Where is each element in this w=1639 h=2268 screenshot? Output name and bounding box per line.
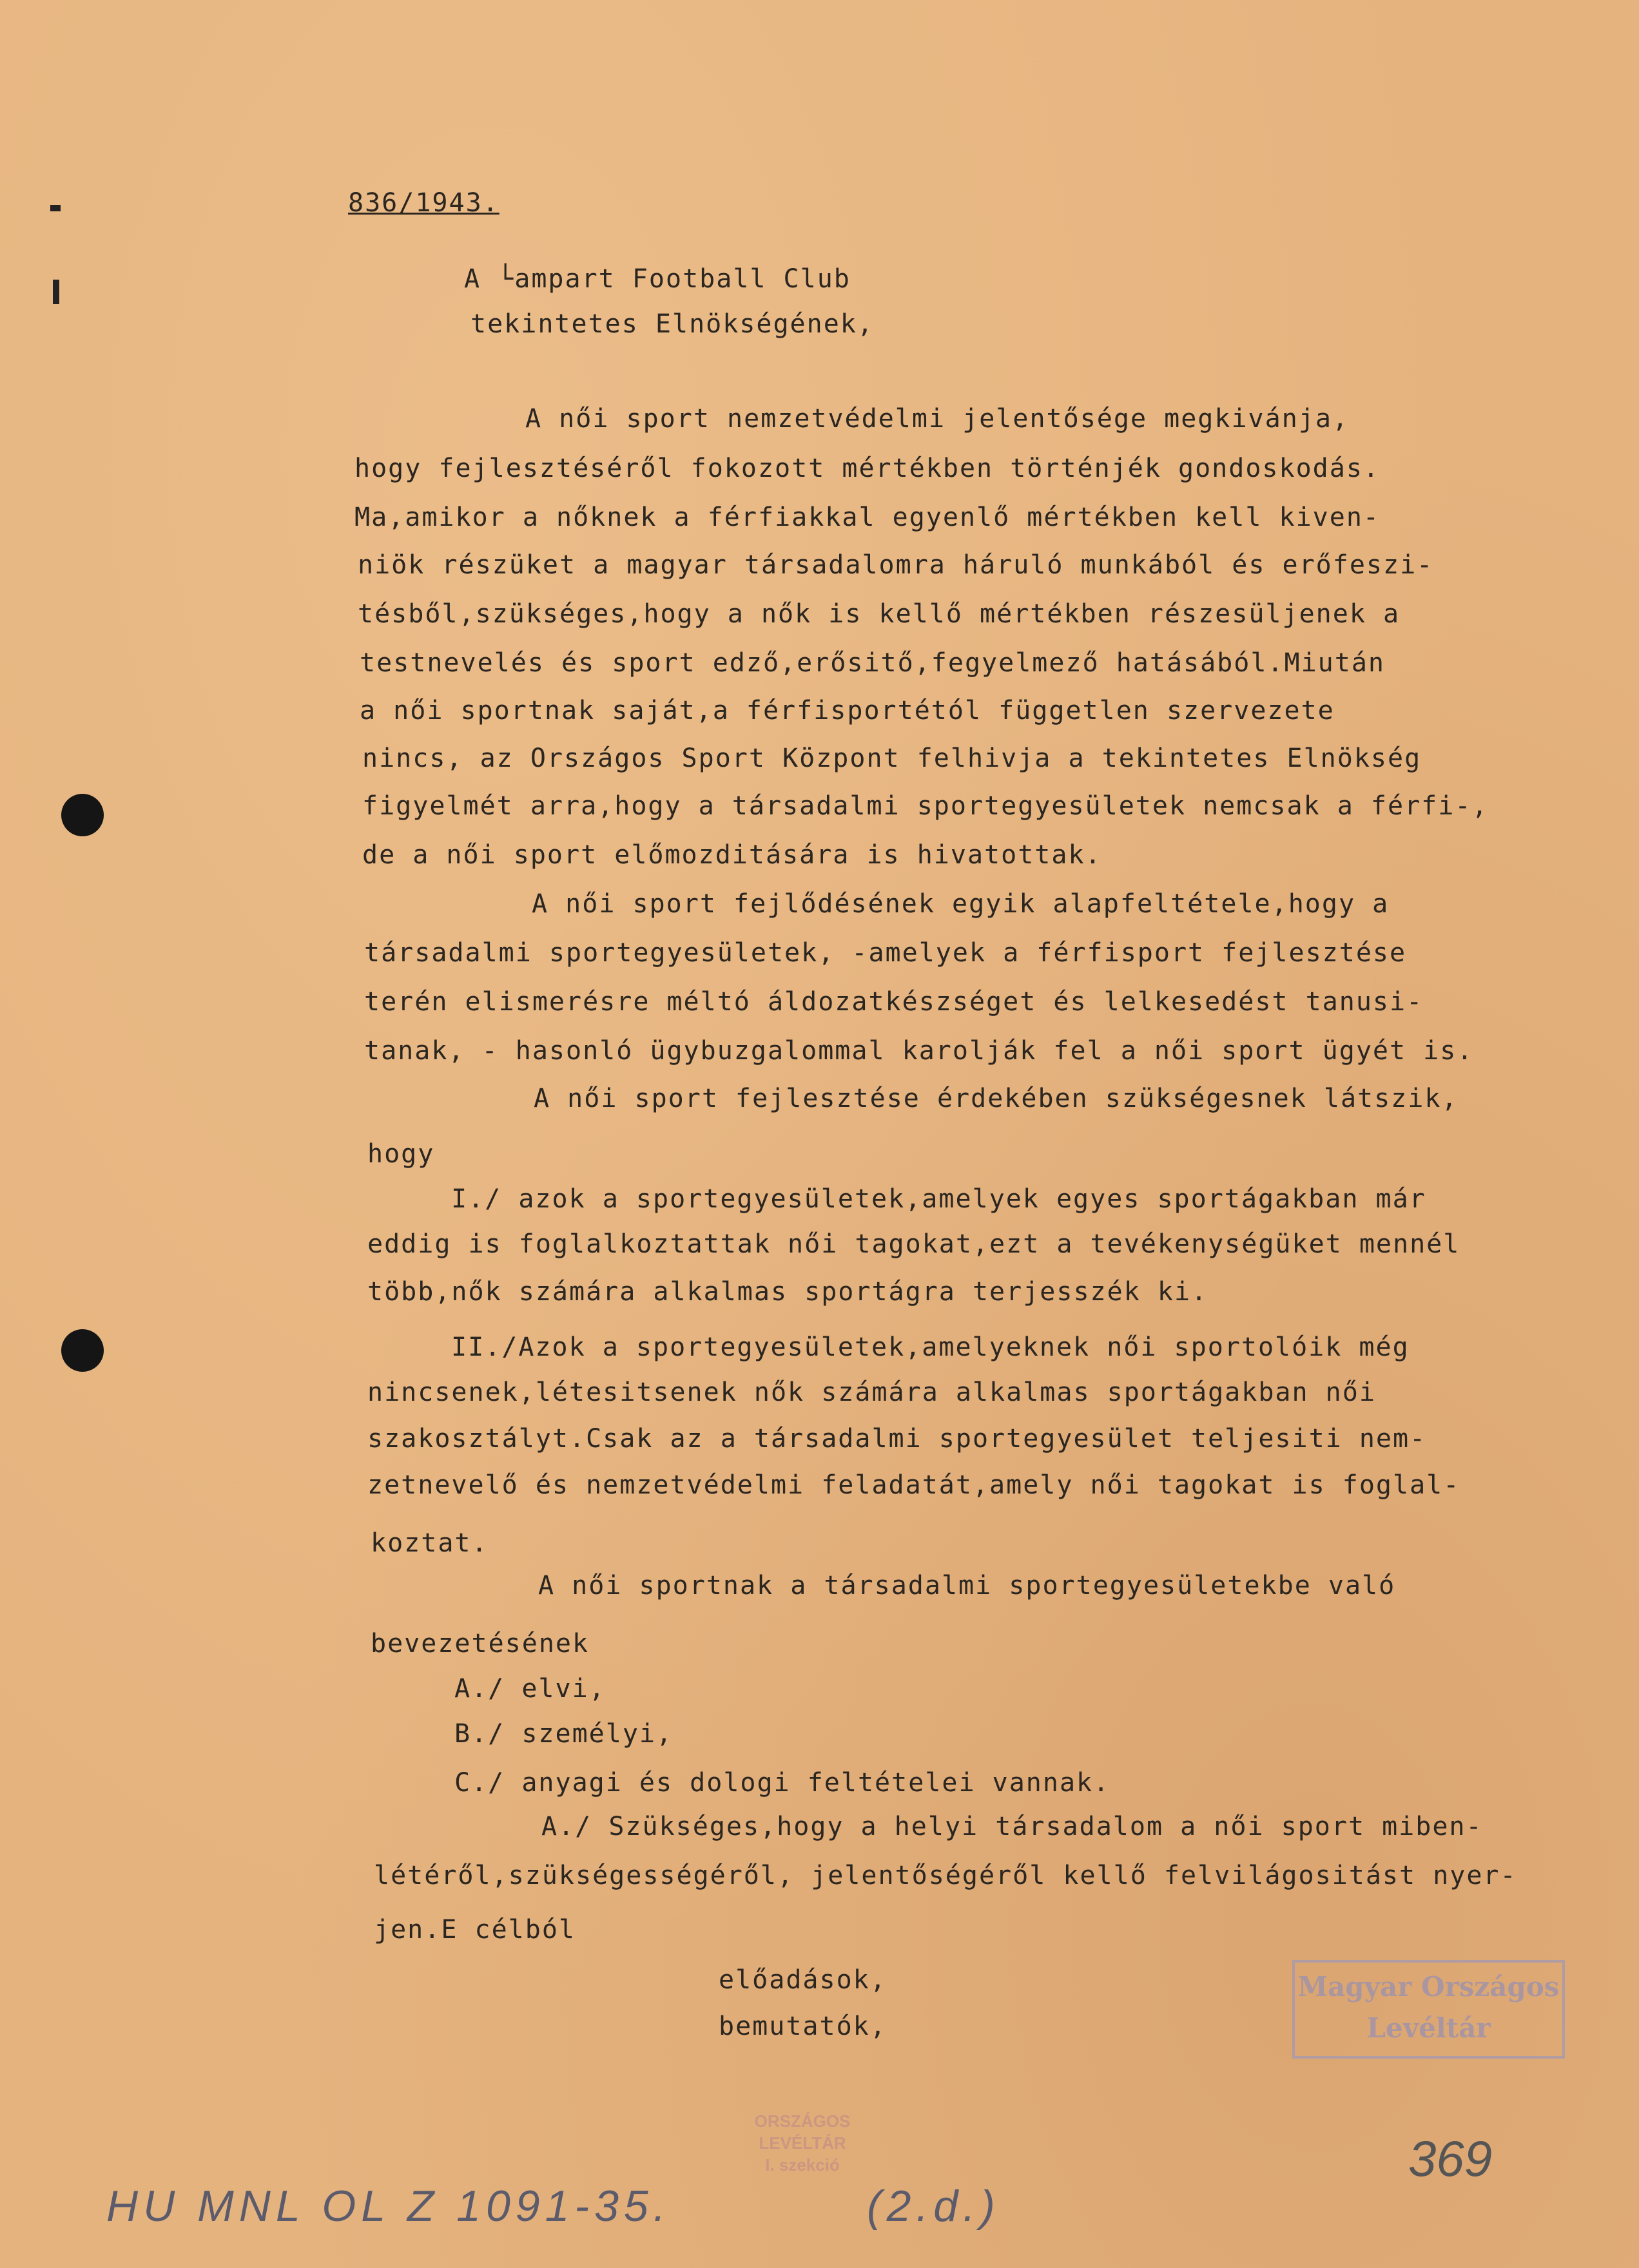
archive-stamp (1292, 1960, 1565, 2059)
body-line: II./Azok a sportegyesületek,amelyeknek női sportolóik még (451, 1332, 1410, 1362)
body-line: létéről,szükségességéről, jelentőségéről kellő felvilágositást nyer- (374, 1861, 1517, 1890)
body-line: A női sport nemzetvédelmi jelentősége megkivánja, (525, 404, 1350, 434)
body-line: szakosztályt.Csak az a társadalmi sportegyesület teljesiti nem- (367, 1424, 1427, 1454)
body-line: A./ Szükséges,hogy a helyi társadalom a női sport miben- (541, 1812, 1483, 1841)
punch-hole-top (61, 794, 104, 836)
body-line: koztat. (371, 1528, 489, 1558)
body-line: tanak, - hasonló ügybuzgalommal karolják fel a női sport ügyét is. (364, 1036, 1474, 1066)
faint-stamp (715, 2110, 889, 2175)
body-line: nincsenek,létesitsenek nők számára alkalmas sportágakban női (367, 1378, 1376, 1407)
call-number: HU MNL OL Z 1091-35. (106, 2182, 671, 2231)
body-line: tésből,szükséges,hogy a nők is kellő mértékben részesüljenek a (358, 599, 1401, 629)
page-mark: (2.d.) (867, 2182, 1000, 2231)
archive-stamp-line-1: Magyar Országos (1297, 1971, 1560, 2003)
body-line: előadások, (719, 1965, 887, 1995)
body-line: a női sportnak saját,a férfisportétól független szervezete (360, 696, 1335, 726)
body-line: Ma,amikor a nőknek a férfiakkal egyenlő mértékben kell kiven- (354, 503, 1381, 532)
body-line: hogy (367, 1139, 435, 1169)
body-line: több,nők számára alkalmas sportágra terjesszék ki. (367, 1277, 1208, 1307)
body-line: bevezetésének (371, 1629, 590, 1658)
body-line: jen.E célból (374, 1915, 576, 1945)
body-line: I./ azok a sportegyesületek,amelyek egyes sportágakban már (451, 1184, 1426, 1214)
faint-stamp-line-1: ORSZÁGOS LEVÉLTÁR (754, 2111, 851, 2153)
body-line: A női sportnak a társadalmi sportegyesületekbe való (538, 1571, 1396, 1600)
body-line: de a női sport előmozditására is hivatottak. (362, 840, 1102, 870)
body-line: nincs, az Országos Sport Központ felhivja a tekintetes Elnökség (362, 744, 1422, 773)
body-line: eddig is foglalkoztattak női tagokat,ezt a tevékenységüket mennél (367, 1229, 1460, 1259)
folio-number: 369 (1408, 2130, 1493, 2187)
addressee-line-2: tekintetes Elnökségének, (470, 309, 874, 339)
body-line: A./ elvi, (454, 1674, 606, 1704)
body-line: zetnevelő és nemzetvédelmi feladatát,amely női tagokat is foglal- (367, 1470, 1460, 1500)
margin-mark (53, 280, 59, 304)
body-line: B./ személyi, (454, 1719, 674, 1749)
reference-number: 836/1943. (348, 188, 499, 218)
body-line: A női sport fejlesztése érdekében szükségesnek látszik, (534, 1084, 1459, 1113)
body-line: figyelmét arra,hogy a társadalmi sportegyesületek nemcsak a férfi-, (362, 791, 1489, 821)
body-line: A női sport fejlődésének egyik alapfeltétele,hogy a (532, 889, 1390, 919)
archive-stamp-line-2: Levéltár (1366, 2012, 1491, 2044)
body-line: bemutatók, (719, 2012, 887, 2041)
faint-stamp-line-2: I. szekció (765, 2155, 840, 2175)
body-line: társadalmi sportegyesületek, -amelyek a férfisport fejlesztése (364, 938, 1407, 968)
punch-hole-bottom (61, 1329, 104, 1372)
body-line: testnevelés és sport edző,erősitő,fegyelmező hatásából.Miután (360, 648, 1386, 678)
body-line: C./ anyagi és dologi feltételei vannak. (454, 1768, 1110, 1798)
body-line: hogy fejlesztéséről fokozott mértékben történjék gondoskodás. (354, 454, 1381, 483)
body-line: terén elismerésre méltó áldozatkészséget és lelkesedést tanusi- (364, 987, 1424, 1017)
body-line: niök részüket a magyar társadalomra háruló munkából és erőfeszi- (358, 550, 1434, 580)
addressee-line-1: A └ampart Football Club (464, 264, 851, 294)
margin-tick (50, 205, 61, 211)
